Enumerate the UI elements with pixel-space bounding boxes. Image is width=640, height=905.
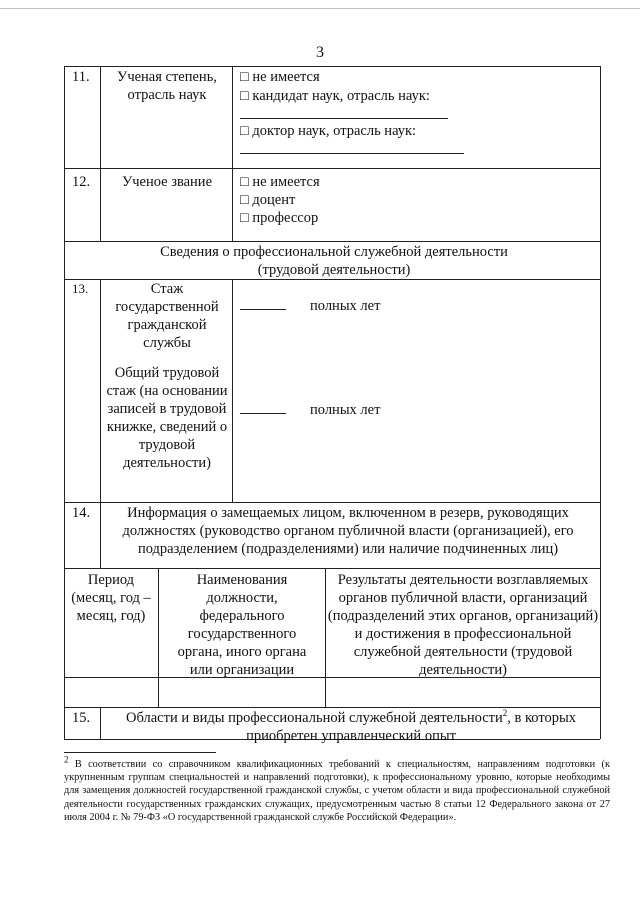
degree-option-none[interactable]: □ не имеется (240, 69, 320, 85)
top-border (0, 8, 640, 9)
management-positions-heading: Информация о замещаемых лицом, включенном в резерв, руководящих должностях (руководство органом публичной власти (организацией), его подразделением (подразделениями) или наличие подчиненных лиц) (122, 505, 574, 557)
row-15-number: 15. (72, 710, 91, 726)
degree-option-candidate[interactable]: □ кандидат наук, отрасль наук: (240, 88, 430, 104)
title-option-none[interactable]: □ не имеется (240, 174, 320, 190)
total-experience-years[interactable]: полных лет (240, 401, 380, 419)
footnote: $^2$ В соответствии со справочником квалификационных требований к специальностям, направлениям подготовки (к укрупненным группам специальностей и направлений подготовки), к профессиональному уровню, которые необходимы для замещения должностей государственной гражданской службы, с учетом области и вида профессиональной служебной деятельности государственных гражданских служащих, предусмотренным частью 8 статьи 12 Федерального закона от 27 июля 2004 г. № 79-ФЗ «О государственной гражданской службе Российской Федерации». (64, 754, 610, 823)
page-number: 3 (316, 44, 324, 61)
degree-option-doctor[interactable]: □ доктор наук, отрасль наук: (240, 123, 417, 139)
row-12-number: 12. (72, 174, 91, 190)
column-results: Результаты деятельности возглавляемых органов публичной власти, организаций (подразделений этих органов, организаций) и достижения в профессиональной служебной деятельности (трудовой деятельности) (327, 572, 599, 678)
management-areas-heading: Области и виды профессиональной служебной деятельности$^2$, в которых приобретен управленческий опыт (126, 708, 576, 744)
row-14-number: 14. (72, 505, 91, 521)
column-position: Наименования должности, федерального государственного органа, иного органа или организации (177, 572, 307, 678)
academic-degree-label: Ученая степень, отрасль наук (117, 69, 217, 103)
section-heading: Сведения о профессиональной служебной деятельности (трудовой деятельности) (160, 244, 508, 278)
civil-service-experience-label: Стаж государственной гражданской службы (115, 281, 219, 351)
footnote-separator (64, 752, 216, 753)
title-option-docent[interactable]: □ доцент (240, 192, 296, 208)
title-option-professor[interactable]: □ профессор (240, 210, 319, 226)
total-experience-label: Общий трудовой стаж (на основании записей в трудовой книжке, сведений о трудовой деятельности) (106, 365, 228, 471)
doctor-field-line[interactable] (240, 153, 464, 154)
row-11-number: 11. (72, 69, 90, 85)
form-table (64, 66, 600, 744)
column-period: Период (месяц, год – месяц, год) (71, 572, 151, 624)
row-13-number: 13. (72, 281, 89, 296)
candidate-field-line[interactable] (240, 118, 448, 119)
civil-service-years[interactable]: полных лет (240, 297, 380, 315)
academic-title-label: Ученое звание (121, 174, 213, 190)
